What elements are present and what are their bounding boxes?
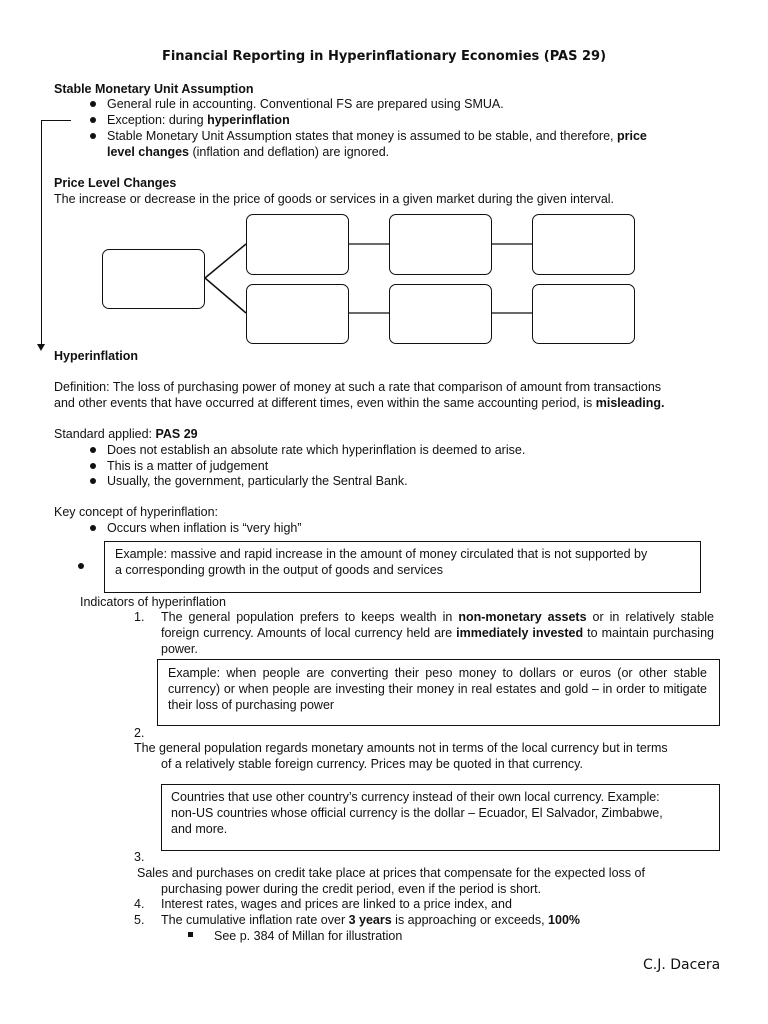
indicator-5 <box>161 912 580 928</box>
smua-heading: Stable Monetary Unit Assumption <box>54 82 254 96</box>
text-bold: 3 years <box>348 913 392 927</box>
standard-bullet-2: This is a matter of judgement <box>107 459 269 473</box>
text: and other events that have occurred at different times, even within the same accounting period, is <box>54 396 596 410</box>
text: Standard applied: <box>54 427 156 441</box>
text: is approaching or exceeds, <box>391 913 549 927</box>
standard-bullet-1: Does not establish an absolute rate which hyperinflation is deemed to arise. <box>107 443 526 457</box>
author: C.J. Dacera <box>643 957 721 973</box>
example-text: Example: massive and rapid increase in the amount of money circulated that is not supported by <box>115 547 648 561</box>
definition-line-1: Definition: The loss of purchasing power of money at such a rate that comparison of amount from transactions <box>54 380 662 394</box>
text: The cumulative inflation rate over <box>161 913 349 927</box>
text: The general population prefers to keeps wealth in <box>161 610 459 624</box>
example-box-3 <box>161 784 720 851</box>
indicator-2-line-1: The general population regards monetary amounts not in terms of the local currency but in terms <box>134 741 668 755</box>
example-text: Example: when people are converting their peso money to dollars or euros (or other stable currency) or when people are investing their money in real estates and gold – in order to mitigate their loss of purchasing power <box>168 666 707 712</box>
text: (inflation and deflation) are ignored. <box>189 145 390 159</box>
text-bold: non-monetary assets <box>458 610 587 624</box>
diagram-box <box>246 214 349 275</box>
text: Exception: during <box>107 113 208 127</box>
item-number: 4. <box>134 897 145 911</box>
bullet <box>90 478 96 484</box>
item-number: 1. <box>134 610 145 624</box>
diagram-box <box>246 284 349 344</box>
plc-text: The increase or decrease in the price of goods or services in a given market during the given interval. <box>54 192 615 206</box>
example-text: Countries that use other country’s currency instead of their own local currency. Example: <box>171 790 660 804</box>
bullet <box>90 525 96 531</box>
indicator-4: Interest rates, wages and prices are linked to a price index, and <box>161 897 512 911</box>
diagram-box <box>532 284 635 344</box>
bullet <box>90 463 96 469</box>
item-number: 3. <box>134 850 145 864</box>
item-number: 5. <box>134 913 145 927</box>
bullet <box>78 563 84 569</box>
example-box-2 <box>157 659 720 726</box>
plc-heading: Price Level Changes <box>54 176 177 190</box>
diagram-box <box>389 284 492 344</box>
definition-line-2 <box>54 395 665 411</box>
indicator-2-line-2: of a relatively stable foreign currency. Prices may be quoted in that currency. <box>161 757 583 771</box>
standard-applied <box>54 426 198 442</box>
sub-bullet: See p. 384 of Millan for illustration <box>214 929 403 943</box>
text-bold: 100% <box>548 913 581 927</box>
example-text: and more. <box>171 822 228 836</box>
hyperinflation-heading: Hyperinflation <box>54 349 139 363</box>
example-box-1 <box>104 541 701 593</box>
indicator-3-line-2: purchasing power during the credit period, even if the period is short. <box>161 882 542 896</box>
smua-bullet-1: General rule in accounting. Conventional FS are prepared using SMUA. <box>107 97 504 111</box>
diagram-box <box>532 214 635 275</box>
bullet <box>90 447 96 453</box>
text-bold: PAS 29 <box>155 427 198 441</box>
text: Stable Monetary Unit Assumption states that money is assumed to be stable, and therefore, <box>107 129 617 143</box>
text: to maintain purchasing power. <box>161 626 714 656</box>
indicators-heading: Indicators of hyperinflation <box>80 595 226 609</box>
diagram-box <box>389 214 492 275</box>
indicator-1 <box>161 609 714 657</box>
square-bullet-icon <box>188 932 193 937</box>
indicator-3-line-1: Sales and purchases on credit take place at prices that compensate for the expected loss of <box>137 866 645 880</box>
text: or in relatively stable foreign currency. Amounts of local currency held are <box>161 610 714 640</box>
example-text: non-US countries whose official currency is the dollar – Ecuador, El Salvador, Zimbabwe, <box>171 806 663 820</box>
text-bold: level changes <box>107 145 189 159</box>
item-number: 2. <box>134 726 145 740</box>
key-concept-label: Key concept of hyperinflation: <box>54 505 218 519</box>
standard-bullet-3: Usually, the government, particularly the Sentral Bank. <box>107 474 408 488</box>
example-text: a corresponding growth in the output of goods and services <box>115 563 443 577</box>
text-bold: misleading. <box>595 396 665 410</box>
text-bold: hyperinflation <box>207 113 290 127</box>
key-bullet-1: Occurs when inflation is “very high” <box>107 521 302 535</box>
text-bold: immediately invested <box>456 626 584 640</box>
page-title: Financial Reporting in Hyperinflationary Economies (PAS 29) <box>161 49 607 64</box>
text-bold: price <box>617 129 647 143</box>
diagram-box-root <box>102 249 205 309</box>
